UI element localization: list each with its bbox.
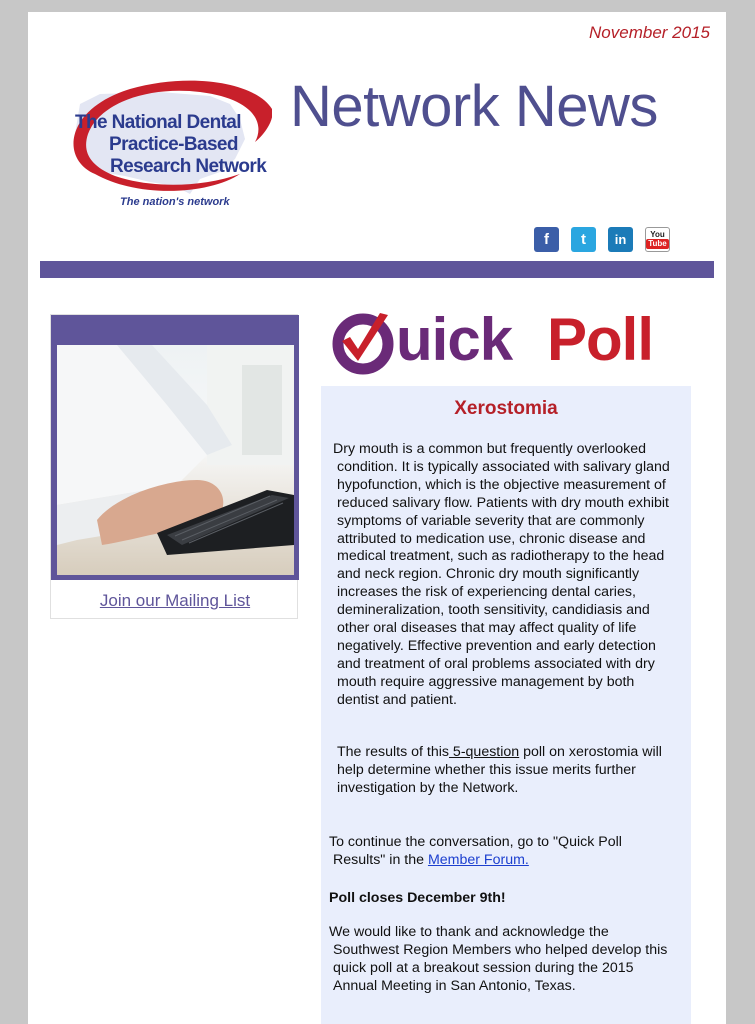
five-question-link[interactable]: 5-question: [448, 744, 520, 760]
article-paragraph: [333, 744, 685, 798]
poll-deadline: Poll closes December 9th!: [329, 890, 506, 906]
text-line: dentist and patient.: [337, 691, 457, 708]
text-line: condition. It is typically associated with salivary gland: [337, 458, 670, 475]
quickpoll-word-poll: Poll: [547, 306, 654, 373]
quickpoll-logo: [330, 306, 682, 377]
logo-tagline: The nation's network: [120, 196, 230, 208]
logo-text: [75, 112, 266, 178]
text-line: medical treatment, such as radiotherapy to the head: [337, 548, 665, 565]
article-paragraph: [329, 924, 681, 996]
typing-hands-image: [57, 345, 294, 575]
text-span: The results of this: [337, 744, 449, 760]
logo-line: Research Network: [110, 156, 267, 177]
facebook-icon[interactable]: f: [534, 227, 559, 252]
member-forum-link[interactable]: Member Forum.: [427, 851, 529, 868]
text-line: investigation by the Network.: [337, 779, 519, 796]
youtube-icon-text: Tube: [648, 239, 667, 248]
text-line: Dry mouth is a common but frequently overlooked: [333, 441, 647, 457]
newsletter-title: Network News: [290, 74, 658, 139]
photo-frame: [51, 315, 299, 580]
header-divider-bar: [40, 261, 714, 278]
text-line: reduced salivary flow. Patients with dry mouth exhibit: [337, 494, 669, 511]
article-paragraph: [329, 834, 681, 870]
text-line: increases the risk of experiencing dental caries,: [337, 584, 636, 601]
text-line: mouth require aggressive management by both: [337, 673, 635, 690]
logo-line: The National Dental: [75, 112, 241, 133]
text-line: [329, 852, 681, 870]
text-line: Annual Meeting in San Antonio, Texas.: [333, 977, 576, 994]
text-line: other oral diseases that may affect quality of life: [337, 620, 637, 637]
text-line: To continue the conversation, go to "Quick Poll: [329, 834, 622, 850]
linkedin-icon[interactable]: in: [608, 227, 633, 252]
text-line: Southwest Region Members who helped develop this: [333, 941, 668, 958]
text-line: [333, 744, 685, 762]
social-links: [534, 227, 670, 252]
keyboard-photo: [57, 345, 294, 575]
text-line: help determine whether this issue merits further: [337, 761, 636, 778]
text-line: demineralization, tooth sensitivity, candidiasis and: [337, 602, 650, 619]
text-line: negatively. Effective prevention and early detection: [337, 637, 656, 654]
join-mailing-list-link[interactable]: Join our Mailing List: [99, 591, 251, 610]
article-panel: [321, 386, 691, 1024]
text-line: quick poll at a breakout session during the 2015: [333, 959, 634, 976]
newsletter-page: [28, 12, 726, 1024]
issue-date: November 2015: [589, 23, 710, 42]
text-span: Results" in the: [333, 851, 428, 868]
article-paragraph: [333, 441, 685, 710]
text-line: and treatment of oral problems associated with dry: [337, 655, 655, 672]
text-line: hypofunction, which is the objective measurement of: [337, 476, 666, 493]
text-line: We would like to thank and acknowledge the: [329, 924, 609, 940]
text-line: symptoms of variable severity that are commonly: [337, 512, 645, 529]
quickpoll-word-quick: uick: [396, 306, 513, 373]
text-line: attributed to medication use, chronic disease and: [337, 530, 646, 547]
text-span: poll on xerostomia will: [519, 744, 662, 760]
youtube-icon[interactable]: [645, 227, 670, 252]
twitter-icon[interactable]: t: [571, 227, 596, 252]
youtube-icon-text: You: [650, 230, 665, 239]
article-title: Xerostomia: [454, 398, 558, 419]
logo-line: Practice-Based: [109, 134, 238, 155]
text-line: and neck region. Chronic dry mouth significantly: [337, 566, 640, 583]
sidebar: [50, 314, 298, 619]
